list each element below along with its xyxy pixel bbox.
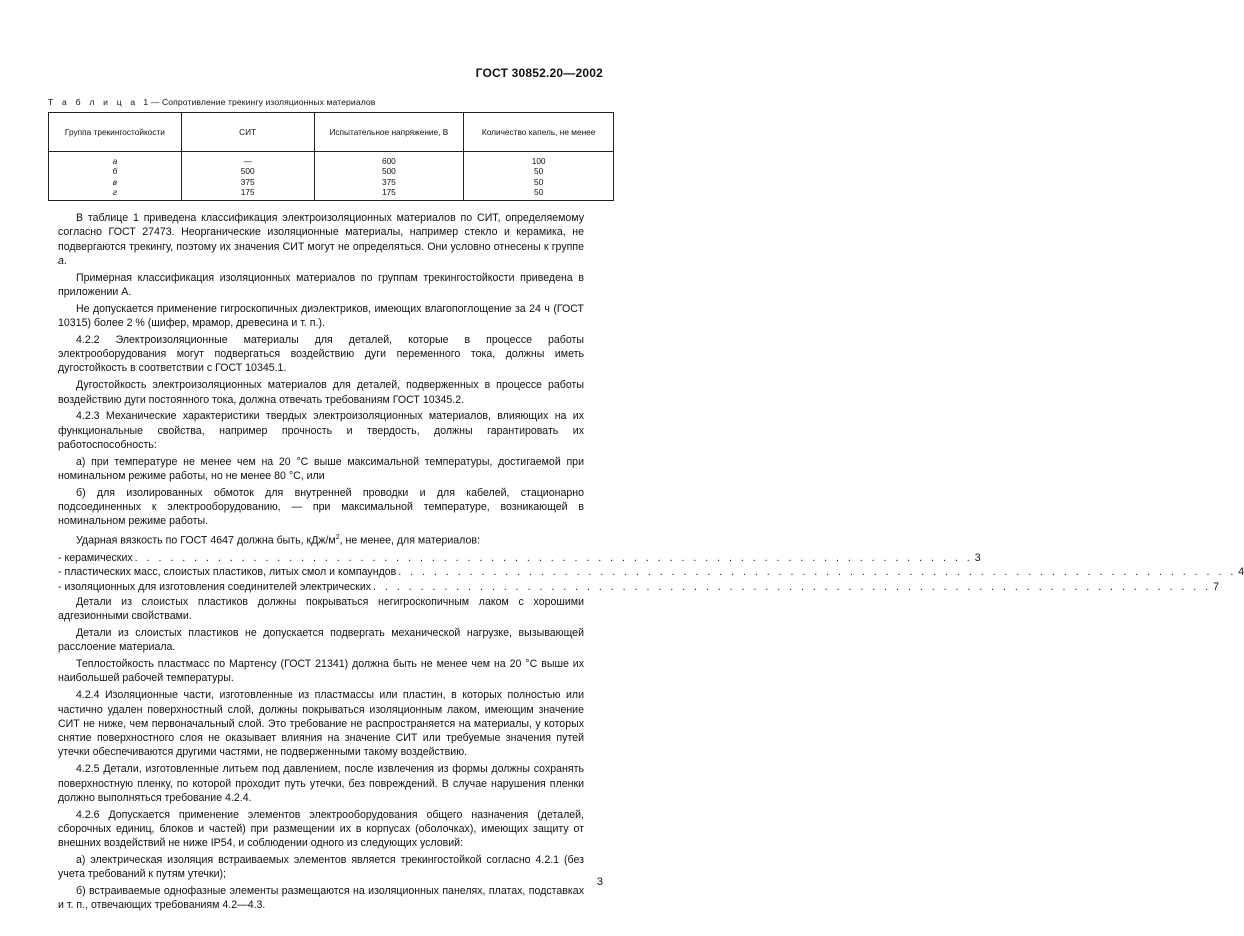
paragraph: Теплостойкость пластмасс по Мартенсу (ГОСТ 21341) должна быть не менее чем на 20 °С выше их наибольшей рабочей температуры. xyxy=(58,658,584,685)
table-cell: 500 xyxy=(240,166,255,177)
list-item: - керамических . . . . . . . . . . . . . . . . . . . . . . . . . . . . . . . . . . . . . . . . . . . . . . . . . . . . . . . . . . . . . . . . . . . . . . . 3 xyxy=(58,551,981,564)
document-header: ГОСТ 30852.20—2002 xyxy=(475,66,603,80)
header-drops: Количество капель, не менее xyxy=(464,113,614,152)
tracking-resistance-table xyxy=(48,112,614,201)
paragraph-4-2-4: 4.2.4 Изоляционные части, изготовленные из пластмассы или пластин, в которых полностью или частично удален поверхностный слой, должны покрываться изоляционным лаком, имеющим значение СИТ не ниже, чем первоначальный слой. Это требование не распространяется на материалы, у которых снятие поверхностного слоя не оказывает влияния на значение СИТ или требуемые значения путей утечки обеспечиваются другими частями, не подверженными такому воздействию. xyxy=(58,689,584,759)
table-cell: в xyxy=(112,176,118,187)
table-caption xyxy=(48,97,375,107)
paragraph: б) для изолированных обмоток для внутренней проводки и для кабелей, стационарно подсоединенных к электрооборудованию, — при максимальной температуре, возникающей в номинальном режиме работы. xyxy=(58,486,584,528)
column-voltage xyxy=(314,152,464,201)
paragraph: В таблице 1 приведена классификация электроизоляционных материалов по СИТ, определяемому согласно ГОСТ 27473. Неорганические изоляционные материалы, например стекло и керамика, не подвергаются трекингу, поэтому их значения СИТ могут не определяться. Они условно отнесены к группе а. xyxy=(58,212,584,267)
table-cell: 50 xyxy=(534,176,544,187)
header-group: Группа трекингостойкости xyxy=(49,113,182,152)
header-cit: СИТ xyxy=(181,113,314,152)
table-cell: б xyxy=(112,166,118,177)
table-cell: 175 xyxy=(240,186,255,197)
page-number: 3 xyxy=(596,876,603,888)
paragraph: Примерная классификация изоляционных материалов по группам трекингостойкости приведена в приложении А. xyxy=(58,271,584,298)
table-cell: 100 xyxy=(531,156,546,166)
paragraph: Детали из слоистых пластиков должны покрываться негигроскопичным лаком с хорошими адгезионными свойствами. xyxy=(58,595,584,623)
table-cell: 50 xyxy=(534,186,544,197)
table-caption-word: Т а б л и ц а xyxy=(48,97,139,107)
list-item: - изоляционных для изготовления соединителей электрических . . . . . . . . . . . . . . . . . . . . . . . . . . . . . . . . . . . . . . . . . . . . . . . . . . . . . . . . . . . . . . . . . . . . . . . 7 xyxy=(58,581,1219,594)
paragraph: Дугостойкость электроизоляционных материалов для деталей, подверженных в процессе работы воздействию дуги постоянного тока, должна отвечать требованиям ГОСТ 10345.2. xyxy=(58,379,584,406)
list-item: - пластических масс, слоистых пластиков, литых смол и компаундов . . . . . . . . . . . . . . . . . . . . . . . . . . . . . . . . . . . . . . . . . . . . . . . . . . . . . . . . . . . . . . . . . . . . . . . 4 xyxy=(58,566,1244,579)
paragraph: б) встраиваемые однофазные элементы размещаются на изоляционных панелях, платах, подставках и т. п., отвечающих требованиям 4.2—4.3. xyxy=(58,885,584,912)
paragraph: а) при температуре не менее чем на 20 °С выше максимальной температуры, достигаемой при номинальном режиме работы, но не менее 80 °С, или xyxy=(58,455,584,483)
column-cit xyxy=(181,152,314,201)
paragraph-4-2-3: 4.2.3 Механические характеристики твердых электроизоляционных материалов, влияющих на их функциональные свойства, например прочность и твердость, должны гарантировать их работоспособность: xyxy=(58,410,584,451)
table-cell: — xyxy=(243,156,252,166)
paragraph-4-2-6: 4.2.6 Допускается применение элементов электрооборудования общего назначения (деталей, сборочных единиц, блоков и частей) при размещении их в корпусах (оболочках), имеющих защиту от внешних воздействий не ниже IP54, и соблюдении одного из следующих условий: xyxy=(58,808,584,850)
paragraph: Не допускается применение гигроскопичных диэлектриков, имеющих влагопоглощение за 24 ч (ГОСТ 10315) более 2 % (шифер, мрамор, древесина и т. п.). xyxy=(58,302,584,330)
table-cell: 50 xyxy=(534,166,544,177)
paragraph-4-2-5: 4.2.5 Детали, изготовленные литьем под давлением, после извлечения из формы должны сохранять поверхностную пленку, по которой проходит путь утечки, без повреждений. В случае нарушения пленки должно выполняться требование 4.2.4. xyxy=(58,763,584,804)
table-cell: 375 xyxy=(381,176,396,187)
group-letter: а xyxy=(58,254,64,267)
table-cell: г xyxy=(112,186,117,197)
header-voltage: Испытательное напряжение, В xyxy=(314,113,464,152)
table-cell: а xyxy=(112,156,118,166)
column-group xyxy=(49,152,182,201)
paragraph-4-2-2: 4.2.2 Электроизоляционные материалы для деталей, которые в процессе работы электрооборудования могут подвергаться воздействию дуги переменного тока, должны иметь дугостойкость в соответствии с ГОСТ 10345.1. xyxy=(58,333,584,375)
table-cell: 175 xyxy=(381,186,396,197)
table-cell: 375 xyxy=(240,176,255,187)
body-text xyxy=(58,211,1244,915)
paragraph: Ударная вязкость по ГОСТ 4647 должна быть, кДж/$м^2$, не менее, для материалов: xyxy=(76,534,480,547)
paragraph: а) электрическая изоляция встраиваемых элементов является трекингостойкой согласно 4.2.1 (без учета требований к путям утечки); xyxy=(58,854,584,881)
paragraph: Детали из слоистых пластиков не допускается подвергать механической нагрузке, вызывающей расслоение материала. xyxy=(58,627,584,654)
column-drops xyxy=(464,152,614,201)
table-caption-text: 1 — Сопротивление трекингу изоляционных материалов xyxy=(143,97,376,107)
table-cell: 500 xyxy=(381,166,396,177)
table-cell: 600 xyxy=(381,156,396,166)
